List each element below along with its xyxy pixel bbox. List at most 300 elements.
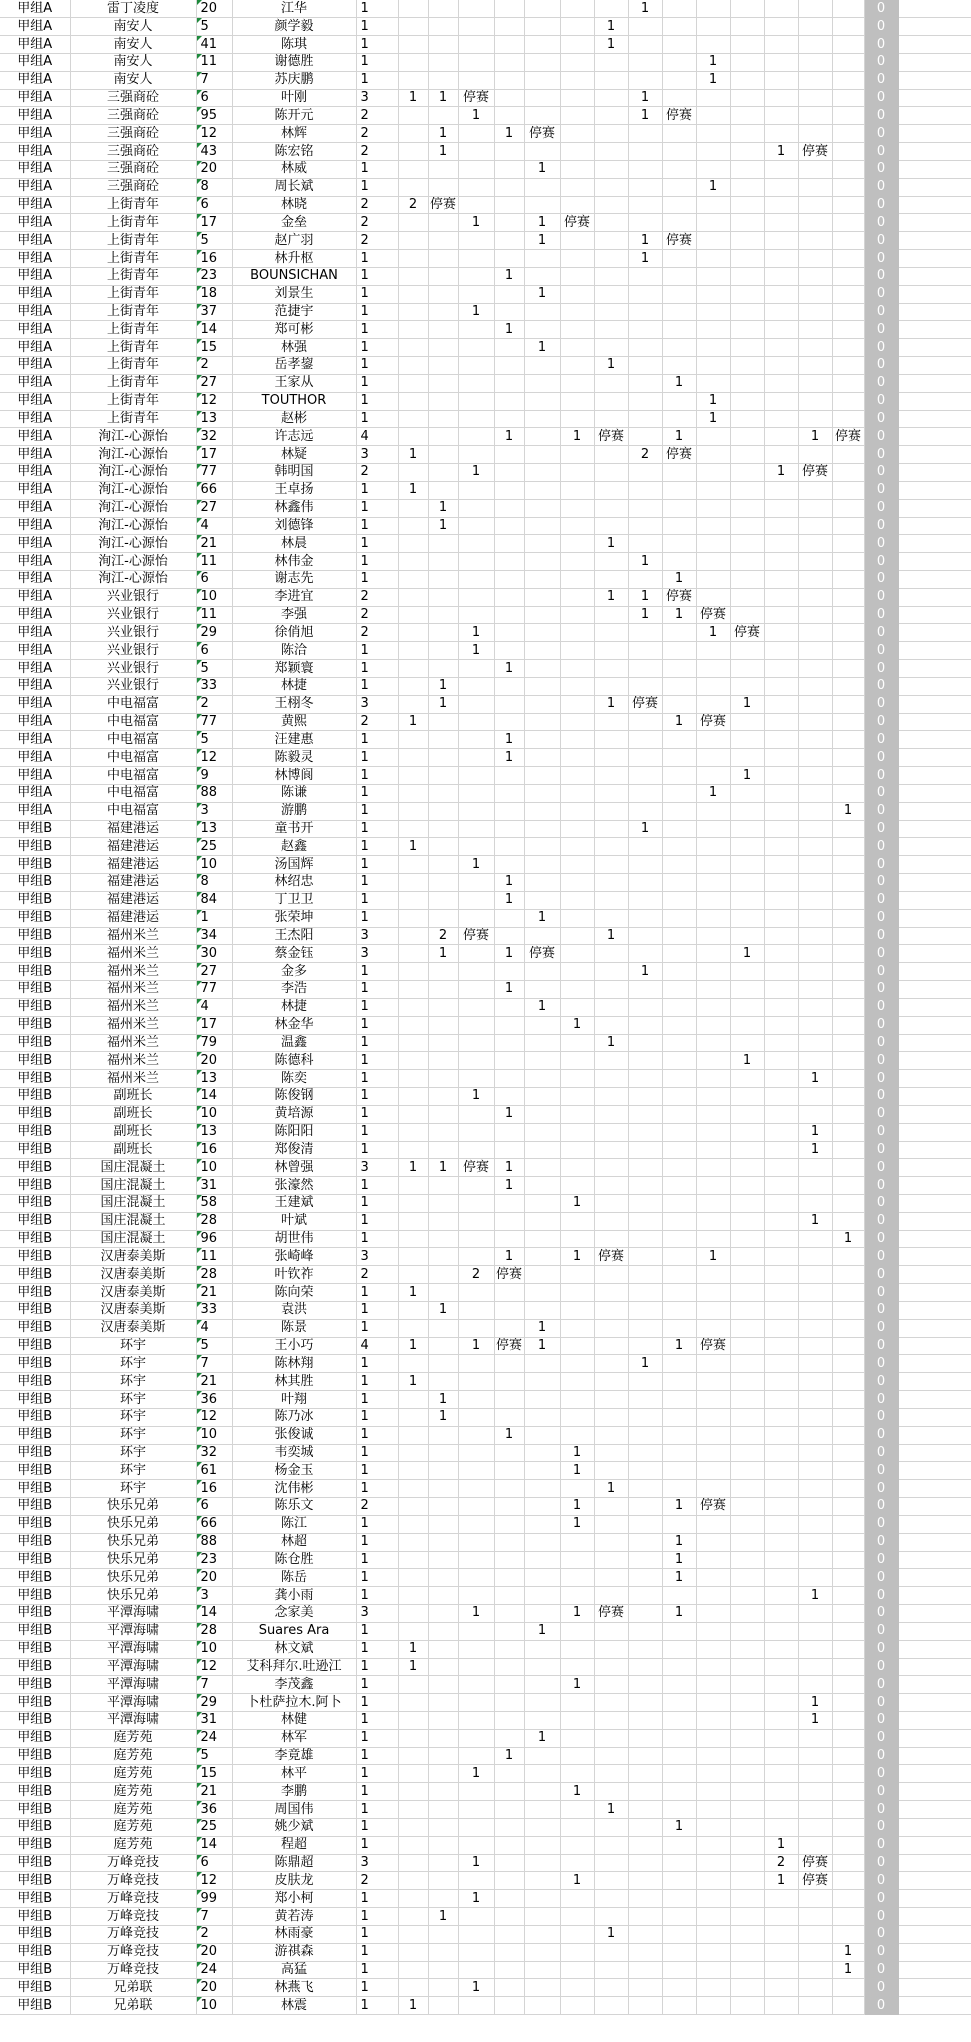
round-cell[interactable] (730, 71, 764, 89)
zero-total-cell[interactable]: 0 (864, 606, 898, 624)
round-cell[interactable] (428, 1997, 458, 2015)
round-cell[interactable] (494, 178, 524, 196)
round-cell[interactable] (494, 1301, 524, 1319)
round-cell[interactable] (832, 1177, 864, 1195)
card-count-cell[interactable]: 4 (356, 428, 398, 446)
group-cell[interactable]: 甲组B (0, 1194, 70, 1212)
round-cell[interactable]: 1 (428, 677, 458, 695)
round-cell[interactable] (494, 1961, 524, 1979)
round-cell[interactable] (594, 945, 628, 963)
round-cell[interactable] (494, 784, 524, 802)
empty-cell[interactable] (898, 1123, 971, 1141)
round-cell[interactable] (764, 0, 798, 18)
round-cell[interactable] (560, 1801, 594, 1819)
jersey-number-cell[interactable]: 88 (196, 1533, 232, 1551)
player-name-cell[interactable]: 王建斌 (232, 1194, 356, 1212)
round-cell[interactable] (764, 1266, 798, 1284)
round-cell[interactable] (696, 1301, 730, 1319)
round-cell[interactable] (764, 1587, 798, 1605)
round-cell[interactable] (730, 588, 764, 606)
team-cell[interactable]: 南安人 (70, 18, 196, 36)
empty-cell[interactable] (898, 267, 971, 285)
round-cell[interactable] (696, 1444, 730, 1462)
round-cell[interactable] (764, 1961, 798, 1979)
round-cell[interactable] (494, 1016, 524, 1034)
round-cell[interactable] (764, 1533, 798, 1551)
round-cell[interactable] (524, 1533, 560, 1551)
round-cell[interactable]: 停赛 (495, 1338, 522, 1354)
group-cell[interactable]: 甲组B (0, 945, 70, 963)
round-cell[interactable] (628, 1052, 662, 1070)
team-cell[interactable]: 福州米兰 (70, 1070, 196, 1088)
round-cell[interactable] (524, 553, 560, 571)
team-cell[interactable]: 快乐兄弟 (70, 1498, 196, 1516)
round-cell[interactable]: 2 (398, 196, 428, 214)
round-cell[interactable] (524, 838, 560, 856)
round-cell[interactable] (662, 1391, 696, 1409)
round-cell[interactable]: 1 (560, 428, 594, 446)
empty-cell[interactable] (898, 998, 971, 1016)
card-count-cell[interactable]: 3 (356, 1248, 398, 1266)
card-count-cell[interactable]: 3 (356, 927, 398, 945)
team-cell[interactable]: 环宇 (70, 1337, 196, 1355)
player-name-cell[interactable]: 刘景生 (232, 285, 356, 303)
round-cell[interactable] (832, 606, 864, 624)
round-cell[interactable] (798, 1997, 832, 2015)
round-cell[interactable] (458, 1872, 494, 1890)
round-cell[interactable] (458, 1587, 494, 1605)
round-cell[interactable] (764, 1426, 798, 1444)
player-name-cell[interactable]: 林健 (232, 1712, 356, 1730)
round-cell[interactable] (730, 998, 764, 1016)
round-cell[interactable] (764, 1694, 798, 1712)
round-cell[interactable]: 1 (798, 1141, 832, 1159)
player-name-cell[interactable]: 黄培源 (232, 1105, 356, 1123)
round-cell[interactable] (458, 143, 494, 161)
round-cell[interactable]: 停赛 (524, 125, 560, 143)
round-cell[interactable] (494, 1640, 524, 1658)
team-cell[interactable]: 快乐兄弟 (70, 1515, 196, 1533)
round-cell[interactable] (628, 784, 662, 802)
jersey-number-cell[interactable]: 23 (196, 267, 232, 285)
round-cell[interactable]: 1 (662, 1569, 696, 1587)
card-count-cell[interactable]: 2 (356, 464, 398, 482)
card-count-cell[interactable]: 1 (356, 18, 398, 36)
round-cell[interactable] (560, 339, 594, 357)
team-cell[interactable]: 环宇 (70, 1373, 196, 1391)
round-cell[interactable] (594, 963, 628, 981)
round-cell[interactable] (560, 357, 594, 375)
jersey-number-cell[interactable]: 95 (196, 107, 232, 125)
round-cell[interactable] (628, 1818, 662, 1836)
round-cell[interactable] (730, 1569, 764, 1587)
round-cell[interactable] (764, 1462, 798, 1480)
round-cell[interactable]: 1 (428, 89, 458, 107)
round-cell[interactable] (458, 196, 494, 214)
card-count-cell[interactable]: 1 (356, 1587, 398, 1605)
jersey-number-cell[interactable]: 12 (196, 1658, 232, 1676)
round-cell[interactable] (764, 499, 798, 517)
round-cell[interactable] (594, 891, 628, 909)
group-cell[interactable]: 甲组B (0, 1105, 70, 1123)
round-cell[interactable] (764, 160, 798, 178)
round-cell[interactable] (662, 1088, 696, 1106)
round-cell[interactable]: 1 (458, 642, 494, 660)
round-cell[interactable] (594, 1426, 628, 1444)
round-cell[interactable]: 1 (398, 89, 428, 107)
round-cell[interactable] (594, 1159, 628, 1177)
round-cell[interactable] (662, 18, 696, 36)
round-cell[interactable] (494, 464, 524, 482)
round-cell[interactable] (494, 1533, 524, 1551)
round-cell[interactable] (764, 1159, 798, 1177)
round-cell[interactable] (764, 1141, 798, 1159)
group-cell[interactable]: 甲组B (0, 1426, 70, 1444)
round-cell[interactable] (428, 856, 458, 874)
round-cell[interactable] (628, 1979, 662, 1997)
round-cell[interactable] (764, 1373, 798, 1391)
round-cell[interactable] (524, 1694, 560, 1712)
zero-total-cell[interactable]: 0 (864, 481, 898, 499)
group-cell[interactable]: 甲组A (0, 517, 70, 535)
team-cell[interactable]: 环宇 (70, 1480, 196, 1498)
player-name-cell[interactable]: 苏庆鹏 (232, 71, 356, 89)
card-count-cell[interactable]: 1 (356, 357, 398, 375)
round-cell[interactable] (798, 1355, 832, 1373)
round-cell[interactable] (696, 321, 730, 339)
round-cell[interactable] (494, 1141, 524, 1159)
round-cell[interactable]: 停赛 (696, 1337, 730, 1355)
round-cell[interactable] (494, 1070, 524, 1088)
card-count-cell[interactable]: 1 (356, 1925, 398, 1943)
round-cell[interactable] (730, 553, 764, 571)
round-cell[interactable] (730, 1551, 764, 1569)
round-cell[interactable] (662, 89, 696, 107)
round-cell[interactable] (832, 820, 864, 838)
round-cell[interactable] (696, 357, 730, 375)
round-cell[interactable] (696, 1408, 730, 1426)
player-name-cell[interactable]: 陈谦 (232, 784, 356, 802)
round-cell[interactable] (798, 1943, 832, 1961)
round-cell[interactable] (458, 909, 494, 927)
round-cell[interactable] (398, 1016, 428, 1034)
round-cell[interactable] (798, 1408, 832, 1426)
team-cell[interactable]: 快乐兄弟 (70, 1533, 196, 1551)
round-cell[interactable] (730, 660, 764, 678)
empty-cell[interactable] (898, 1587, 971, 1605)
round-cell[interactable]: 1 (428, 1391, 458, 1409)
empty-cell[interactable] (898, 1640, 971, 1658)
round-cell[interactable] (458, 1408, 494, 1426)
round-cell[interactable] (494, 214, 524, 232)
round-cell[interactable]: 1 (662, 1551, 696, 1569)
card-count-cell[interactable]: 2 (356, 125, 398, 143)
group-cell[interactable]: 甲组B (0, 856, 70, 874)
team-cell[interactable]: 万峰竞技 (70, 1908, 196, 1926)
round-cell[interactable] (730, 232, 764, 250)
empty-cell[interactable] (898, 1943, 971, 1961)
round-cell[interactable] (730, 1444, 764, 1462)
round-cell[interactable] (594, 1622, 628, 1640)
round-cell[interactable] (594, 196, 628, 214)
team-cell[interactable]: 平潭海啸 (70, 1605, 196, 1623)
round-cell[interactable] (696, 1818, 730, 1836)
zero-total-cell[interactable]: 0 (864, 232, 898, 250)
team-cell[interactable]: 中电福富 (70, 767, 196, 785)
round-cell[interactable] (594, 464, 628, 482)
round-cell[interactable] (628, 1426, 662, 1444)
round-cell[interactable] (524, 695, 560, 713)
round-cell[interactable] (662, 1319, 696, 1337)
round-cell[interactable] (764, 820, 798, 838)
round-cell[interactable] (458, 1569, 494, 1587)
group-cell[interactable]: 甲组B (0, 1230, 70, 1248)
zero-total-cell[interactable]: 0 (864, 1230, 898, 1248)
team-cell[interactable]: 福建港运 (70, 820, 196, 838)
round-cell[interactable] (662, 1159, 696, 1177)
round-cell[interactable] (696, 267, 730, 285)
round-cell[interactable] (764, 1890, 798, 1908)
round-cell[interactable] (458, 1248, 494, 1266)
round-cell[interactable] (832, 1337, 864, 1355)
jersey-number-cell[interactable]: 20 (196, 1052, 232, 1070)
round-cell[interactable] (494, 1088, 524, 1106)
round-cell[interactable] (594, 1319, 628, 1337)
team-cell[interactable]: 福建港运 (70, 874, 196, 892)
round-cell[interactable] (524, 89, 560, 107)
round-cell[interactable] (458, 357, 494, 375)
round-cell[interactable] (494, 1123, 524, 1141)
round-cell[interactable] (662, 1961, 696, 1979)
round-cell[interactable]: 1 (428, 1408, 458, 1426)
round-cell[interactable] (458, 1194, 494, 1212)
round-cell[interactable] (696, 250, 730, 268)
card-count-cell[interactable]: 1 (356, 1783, 398, 1801)
empty-cell[interactable] (898, 1515, 971, 1533)
card-count-cell[interactable]: 1 (356, 802, 398, 820)
round-cell[interactable] (662, 1729, 696, 1747)
round-cell[interactable] (696, 1105, 730, 1123)
player-name-cell[interactable]: 王家从 (232, 374, 356, 392)
round-cell[interactable] (560, 143, 594, 161)
round-cell[interactable] (494, 499, 524, 517)
round-cell[interactable] (398, 1444, 428, 1462)
empty-cell[interactable] (898, 784, 971, 802)
round-cell[interactable] (458, 392, 494, 410)
round-cell[interactable] (832, 285, 864, 303)
card-count-cell[interactable]: 1 (356, 1105, 398, 1123)
round-cell[interactable] (798, 981, 832, 999)
round-cell[interactable]: 1 (832, 1230, 864, 1248)
zero-total-cell[interactable]: 0 (864, 1872, 898, 1890)
round-cell[interactable] (428, 285, 458, 303)
round-cell[interactable] (662, 1836, 696, 1854)
round-cell[interactable] (662, 53, 696, 71)
round-cell[interactable] (764, 535, 798, 553)
round-cell[interactable] (594, 1872, 628, 1890)
round-cell[interactable] (458, 838, 494, 856)
jersey-number-cell[interactable]: 14 (196, 1088, 232, 1106)
round-cell[interactable]: 1 (798, 428, 832, 446)
round-cell[interactable] (696, 535, 730, 553)
round-cell[interactable] (662, 1979, 696, 1997)
player-name-cell[interactable]: 林伟金 (232, 553, 356, 571)
round-cell[interactable] (764, 303, 798, 321)
team-cell[interactable]: 上街青年 (70, 196, 196, 214)
group-cell[interactable]: 甲组B (0, 1712, 70, 1730)
round-cell[interactable] (560, 1694, 594, 1712)
round-cell[interactable] (524, 1123, 560, 1141)
group-cell[interactable]: 甲组B (0, 1854, 70, 1872)
round-cell[interactable] (764, 1765, 798, 1783)
group-cell[interactable]: 甲组B (0, 1480, 70, 1498)
round-cell[interactable] (764, 1034, 798, 1052)
round-cell[interactable] (560, 1284, 594, 1302)
round-cell[interactable]: 1 (494, 891, 524, 909)
round-cell[interactable] (428, 1034, 458, 1052)
round-cell[interactable] (764, 1391, 798, 1409)
round-cell[interactable] (560, 1890, 594, 1908)
round-cell[interactable] (696, 1177, 730, 1195)
zero-total-cell[interactable]: 0 (864, 1123, 898, 1141)
player-name-cell[interactable]: 李浩 (232, 981, 356, 999)
round-cell[interactable] (696, 1426, 730, 1444)
round-cell[interactable] (398, 1605, 428, 1623)
group-cell[interactable]: 甲组B (0, 1961, 70, 1979)
round-cell[interactable]: 1 (696, 624, 730, 642)
round-cell[interactable] (524, 588, 560, 606)
round-cell[interactable] (560, 802, 594, 820)
round-cell[interactable] (524, 71, 560, 89)
round-cell[interactable] (524, 981, 560, 999)
round-cell[interactable] (832, 1765, 864, 1783)
round-cell[interactable] (458, 446, 494, 464)
round-cell[interactable] (628, 267, 662, 285)
round-cell[interactable] (524, 0, 560, 18)
round-cell[interactable] (594, 1212, 628, 1230)
round-cell[interactable] (764, 695, 798, 713)
round-cell[interactable] (560, 499, 594, 517)
player-name-cell[interactable]: 陈鼎超 (232, 1854, 356, 1872)
round-cell[interactable] (560, 784, 594, 802)
empty-cell[interactable] (898, 571, 971, 589)
empty-cell[interactable] (898, 1141, 971, 1159)
round-cell[interactable] (696, 1925, 730, 1943)
round-cell[interactable] (798, 1908, 832, 1926)
round-cell[interactable] (798, 963, 832, 981)
group-cell[interactable]: 甲组B (0, 1177, 70, 1195)
round-cell[interactable] (764, 1658, 798, 1676)
round-cell[interactable] (398, 392, 428, 410)
empty-cell[interactable] (898, 1783, 971, 1801)
round-cell[interactable]: 1 (524, 1729, 560, 1747)
round-cell[interactable] (696, 1159, 730, 1177)
jersey-number-cell[interactable]: 20 (196, 0, 232, 18)
round-cell[interactable] (628, 1658, 662, 1676)
zero-total-cell[interactable]: 0 (864, 143, 898, 161)
round-cell[interactable] (594, 767, 628, 785)
team-cell[interactable]: 上街青年 (70, 214, 196, 232)
player-name-cell[interactable]: 叶斌 (232, 1212, 356, 1230)
round-cell[interactable] (730, 909, 764, 927)
team-cell[interactable]: 平潭海啸 (70, 1676, 196, 1694)
zero-total-cell[interactable]: 0 (864, 713, 898, 731)
round-cell[interactable] (494, 1480, 524, 1498)
round-cell[interactable] (594, 642, 628, 660)
zero-total-cell[interactable]: 0 (864, 1997, 898, 2015)
round-cell[interactable] (494, 53, 524, 71)
round-cell[interactable]: 1 (628, 553, 662, 571)
team-cell[interactable]: 上街青年 (70, 339, 196, 357)
round-cell[interactable]: 1 (398, 481, 428, 499)
round-cell[interactable] (398, 1498, 428, 1516)
round-cell[interactable] (662, 285, 696, 303)
round-cell[interactable] (730, 1319, 764, 1337)
player-name-cell[interactable]: 林鑫伟 (232, 499, 356, 517)
round-cell[interactable] (524, 1569, 560, 1587)
round-cell[interactable] (594, 1997, 628, 2015)
zero-total-cell[interactable]: 0 (864, 891, 898, 909)
round-cell[interactable] (798, 588, 832, 606)
round-cell[interactable] (662, 927, 696, 945)
round-cell[interactable] (398, 1194, 428, 1212)
round-cell[interactable] (594, 107, 628, 125)
player-name-cell[interactable]: 赵广羽 (232, 232, 356, 250)
round-cell[interactable] (458, 178, 494, 196)
round-cell[interactable] (662, 963, 696, 981)
round-cell[interactable] (832, 339, 864, 357)
zero-total-cell[interactable]: 0 (864, 1676, 898, 1694)
round-cell[interactable] (798, 18, 832, 36)
player-name-cell[interactable]: 龚小雨 (232, 1587, 356, 1605)
round-cell[interactable] (730, 1212, 764, 1230)
round-cell[interactable] (428, 1729, 458, 1747)
card-count-cell[interactable]: 2 (356, 1498, 398, 1516)
zero-total-cell[interactable]: 0 (864, 856, 898, 874)
round-cell[interactable] (628, 1337, 662, 1355)
round-cell[interactable] (458, 267, 494, 285)
team-cell[interactable]: 洵江-心源怡 (70, 464, 196, 482)
round-cell[interactable] (730, 267, 764, 285)
round-cell[interactable] (628, 677, 662, 695)
round-cell[interactable] (594, 53, 628, 71)
round-cell[interactable] (730, 196, 764, 214)
round-cell[interactable] (764, 874, 798, 892)
round-cell[interactable] (458, 784, 494, 802)
round-cell[interactable] (764, 1319, 798, 1337)
round-cell[interactable] (524, 374, 560, 392)
round-cell[interactable] (696, 1640, 730, 1658)
jersey-number-cell[interactable]: 2 (196, 695, 232, 713)
team-cell[interactable]: 汉唐泰美斯 (70, 1319, 196, 1337)
round-cell[interactable] (798, 1391, 832, 1409)
round-cell[interactable]: 1 (798, 1712, 832, 1730)
round-cell[interactable] (798, 767, 832, 785)
round-cell[interactable] (398, 1088, 428, 1106)
round-cell[interactable] (730, 499, 764, 517)
round-cell[interactable] (524, 481, 560, 499)
team-cell[interactable]: 兴业银行 (70, 642, 196, 660)
round-cell[interactable] (832, 1712, 864, 1730)
round-cell[interactable] (560, 909, 594, 927)
round-cell[interactable] (494, 107, 524, 125)
round-cell[interactable] (524, 196, 560, 214)
round-cell[interactable] (398, 731, 428, 749)
round-cell[interactable] (560, 1212, 594, 1230)
round-cell[interactable] (428, 1890, 458, 1908)
round-cell[interactable] (494, 642, 524, 660)
team-cell[interactable]: 万峰竞技 (70, 1943, 196, 1961)
